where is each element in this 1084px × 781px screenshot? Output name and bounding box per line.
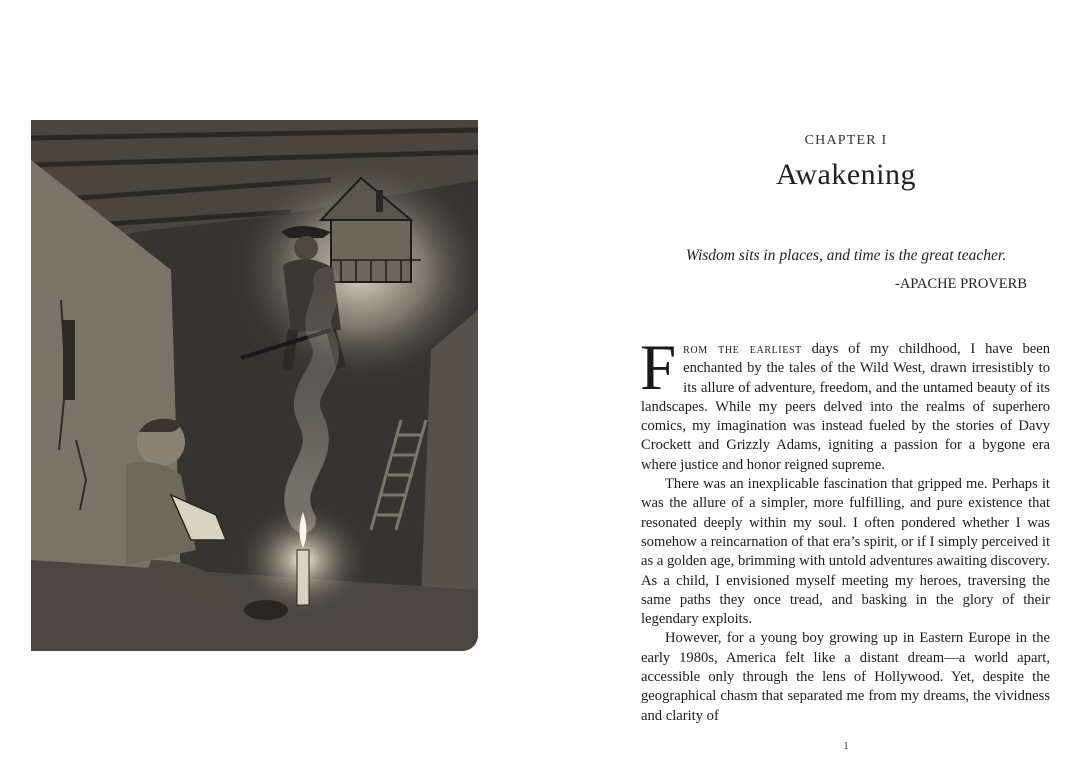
chapter-illustration — [31, 120, 478, 651]
epigraph-attribution: -APACHE PROVERB — [894, 276, 1027, 292]
paragraph-3: However, for a young boy growing up in Eastern Europe in the early 1980s, America felt like a distant dream—a world apart, accessible only through the lens of Hollywood. Yet, despite the geographical chasm that separated me from my dreams, the vividness and clarity of — [641, 630, 1050, 724]
paragraph-1-text: days of my childhood, I have been enchanted by the tales of the Wild West, drawn irresistibly to its allure of adventure, freedom, and the untamed beauty of its landscapes. While my peers delved into the realms of superhero comics, my imagination was instead fueled by the stories of Davy Crockett and Grizzly Adams, igniting a passion for a bygone era where justice and honor reigned supreme. — [641, 341, 1050, 473]
chapter-body — [640, 332, 1050, 726]
chapter-title: Awakening — [775, 158, 917, 191]
sketch-illustration-image — [31, 120, 478, 651]
lead-in-small-caps: rom the earliest — [683, 341, 802, 357]
epigraph-quote: Wisdom sits in places, and time is the great teacher. — [685, 247, 1007, 264]
drop-cap: F — [640, 332, 677, 404]
paragraph-2: There was an inexplicable fascination that gripped me. Perhaps it was the allure of a simpler, more fulfilling, and pure existence that resonated deeply within my soul. I often pondered whether I was somehow a reincarnation of that era’s spirit, or if I simply perceived it as a golden age, brimming with untold adventures awaiting discovery. As a child, I envisioned myself meeting my heroes, traversing the same paths they once tread, and basking in the glory of their legendary exploits. — [641, 476, 1050, 628]
page-number: 1 — [843, 740, 849, 752]
chapter-label: CHAPTER I — [804, 133, 888, 148]
paragraph-1 — [640, 332, 1050, 475]
